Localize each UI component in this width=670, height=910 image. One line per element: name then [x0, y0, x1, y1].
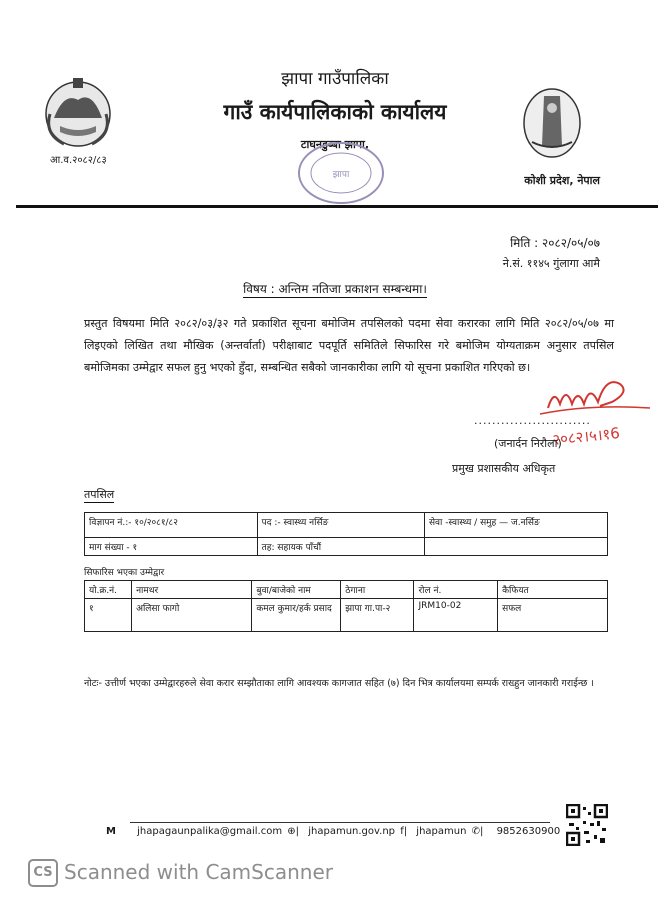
letter-subject [0, 280, 670, 297]
post-level: तह: सहायक पाँचौं [257, 538, 424, 556]
mail-icon: M [106, 826, 116, 837]
candidates-table [84, 580, 608, 632]
cell-remarks: सफल [498, 599, 608, 632]
note-text: नोटः- उत्तीर्ण भएका उम्मेद्वारहरुले सेवा करार सम्झौताका लागि आवश्यक कागजात सहित (७) दिन भित्र कार्यालयमा सम्पर्क राख्हुन जानकारी गराईन्छ । [84, 678, 594, 689]
fiscal-year: आ.व.२०८२/८३ [50, 155, 107, 166]
signature-line: .......................... [474, 414, 591, 427]
table-row [85, 599, 608, 632]
header-divider [16, 205, 658, 208]
office-stamp [295, 140, 387, 206]
empty-cell [424, 538, 607, 556]
signer-designation: प्रमुख प्रशासकीय अधिकृत [452, 462, 556, 475]
qr-code [566, 804, 608, 846]
advert-number: विज्ञापन नं.:- १०/२०८१/८२ [85, 513, 258, 538]
cell-serial: १ [85, 599, 132, 632]
province-name: कोशी प्रदेश, नेपाल [524, 174, 600, 187]
letter-date: मिति : २०८२/०५/०७ [510, 236, 600, 250]
svg-text:झापा: झापा [332, 170, 350, 180]
globe-icon: ⊕| [287, 826, 300, 837]
table-header-row [85, 581, 608, 599]
signer-name: (जनार्दन निरौला) [494, 437, 562, 450]
scanner-watermark: Scanned with CamScanner [64, 860, 333, 884]
footer-website[interactable]: jhapamun.gov.np [308, 826, 396, 837]
koshi-province-emblem [522, 86, 582, 160]
office-location: टाघनडुब्बा झापा, [300, 138, 370, 151]
cell-roll: JRM10-02 [414, 599, 498, 632]
footer-phone: 9852630900 [496, 826, 561, 837]
col-address: ठेगाना [341, 581, 414, 599]
footer-contacts [106, 826, 560, 837]
phone-icon: ✆| [471, 826, 484, 837]
footer-social[interactable]: jhapamun [416, 826, 467, 837]
col-roll: रोल नं. [414, 581, 498, 599]
col-remarks: कैफियत [498, 581, 608, 599]
cell-name: अलिसा फागो [132, 599, 252, 632]
subject-text: विषय : अन्तिम नतिजा प्रकाशन सम्बन्धमा। [243, 282, 427, 296]
reference-number: ने.सं. ११४५ गुंलागा आमै [502, 257, 600, 270]
camscanner-logo-icon: CS [28, 859, 58, 887]
svg-text:२०८२।५।१6: २०८२।५।१6 [551, 423, 621, 449]
col-name: नामथर [132, 581, 252, 599]
municipality-name: झापा गाउँपालिका [281, 69, 389, 89]
office-name: गाउँ कार्यपालिकाको कार्यालय [223, 100, 447, 124]
cell-guardian: कमल कुमार/हर्क प्रसाद [252, 599, 341, 632]
demand-count: माग संख्या - १ [85, 538, 258, 556]
details-heading: तपसिल [84, 488, 115, 501]
col-guardian: बुवा/बाजेको नाम [252, 581, 341, 599]
col-serial: यो.क्र.नं. [85, 581, 132, 599]
letter-body: प्रस्तुत विषयमा मिति २०८२/०३/३२ गते प्रकाशित सूचना बमोजिम तपसिलको पदमा सेवा करारका लागि मिति २०८२/०५/०७ मा लिइएको लिखित तथा मौखिक (अन्तर्वार्ता) परीक्षाबाट पदपूर्ति समितिले सिफारिस गरे बमोजिम योग्यताक्रम अनुसार तपसिल बमोजिमका उम्मेद्वार सफल हुनु भएको हुँदा, सम्बन्धित सबैको जानकारीका लागि यो सूचना प्रकाशित गरिएको छ। [84, 317, 614, 374]
facebook-icon: f| [400, 826, 408, 837]
footer-divider [130, 822, 550, 823]
recommended-label: सिफारिस भएका उम्मेद्वार [84, 568, 165, 578]
vacancy-info-table [84, 512, 608, 556]
footer-email[interactable]: jhapagaunpalika@gmail.com [137, 826, 283, 837]
cell-address: झापा गा.पा-२ [341, 599, 414, 632]
service-group: सेवा -स्वास्थ्य / समुह — ज.नर्सिङ [424, 513, 607, 538]
post-name: पद :- स्वास्थ्य नर्सिङ [257, 513, 424, 538]
